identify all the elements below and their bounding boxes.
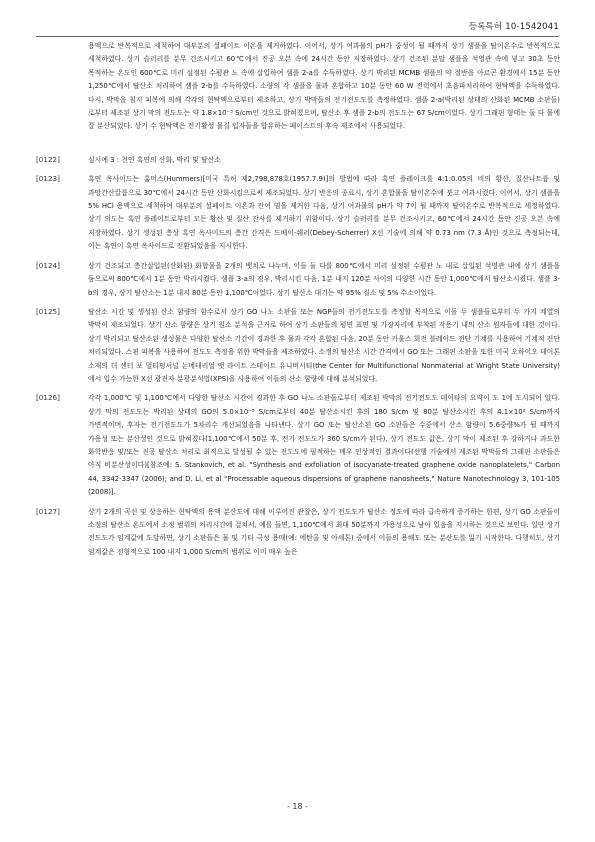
paragraph-text: 탈산소 시간 및 생성된 산소 함량의 함수로서 상기 GO 나노 소판들 또는 NGP들의 전기전도도를 측정할 목적으로 이들 두 샘플들로부터 두 가지 계열의 박막이 제조되었다. 상기 산소 함량은 상기 원소 분석을 근거로 하여 상기 소판들의 평면 표면 및 가장자리에 부착된 작용기 내의 산소 원자들에 대한 것이다. 상기 박리되고 탈산소된 생성물은 다양한 탈산소 기간이 경과한 후 물과 각각 혼합된 다음, 20분 동안 카울스 회전 블레이드 전단 기계를 사용하여 기계적 전단 처리되었다. 스핀 피복을 사용하여 전도도 측정을 위한 박막들을 제조하였다. 소정의 탈산소 시간 간격에서 GO 또는 그래핀 소판을 또한 미국 오하이오 데이톤 소재의 더 센터 포 멀티펑셔널 논메테리얼 앳 라이트 스테이트 유니버시티(the Center for Multifunctional Nonmaterial at Wright State University)에서 입수 가능한 X선 광전자 분광분석법(XPS)을 사용하여 이들의 산소 함량에 대해 분석되었다. bbox=[88, 307, 560, 383]
section-heading: 실시예 3 : 천연 흑연의 산화, 박리 및 탈산소 bbox=[88, 155, 221, 164]
document-body bbox=[36, 40, 560, 559]
paragraph-number: [0123] bbox=[36, 174, 60, 184]
paragraph-number bbox=[36, 40, 88, 134]
paragraph-number: [0124] bbox=[36, 260, 60, 270]
paragraph-text: 각각 1,000℃ 및 1,100℃에서 다양한 탈산소 시간이 경과한 후 GO 나노 소판들로부터 제조된 박막의 전기전도도 데이타의 요약이 도 1에 도시되어 있다. 상기 막의 전도도는 박리된 상태의 GO의 5.0×10⁻⁵ S/cm로부터 40분 탈산소시킨 후의 180 S/cm 및 80분 탈산소시킨 후의 4.1×10² S/cm까지 가변적이며, 후자는 전기전도도가 5차리수 개선되었음을 나타낸다. 상기 GO 또는 탈산소된 GO 소판들은 수중에서 산소 함량이 5.6중량%가 될 때까지 가용성 또는 분산성인 것으로 밝혀졌다(1,100℃에서 50분 후, 전기 전도도가 360 S/cm가 된다). 상기 전도도 값은, 상기 막이 제조된 후 강하거나 과도한 화학반응 및/또는 진공 탈산소 처리로 최적으로 달성될 수 있는 전도도에 필적하는 매우 인상적인 결과이다(선행 기술에서 제조된 박막들의 그래핀 소판들은 아직 비분산성이다)[참조예: S. Stankovich, et al. "Synthesis and exfoliation of isocyanate-treated graphene oxide nanoplatelets," Carbon 44, 3342-3347 (2006); and D. Li, et al "Processable aqueous dispersions of graphene nanosheets," Nature Nanotechnology 3, 101-105 (2008)]. bbox=[88, 394, 560, 497]
paragraph-0126 bbox=[36, 392, 560, 499]
paragraph-text: 상기 2개의 곡선 및 상응하는 현탁액의 용액 분산도에 대해 이루어진 관찰은, 상기 전도도가 탈산소 정도에 따라 급속하게 증가하는 한편, 상기 GO 소판들이 소정의 탈산소 온도에서 소정 범위의 처리시간에 걸쳐서, 예를 들면, 1,100℃에서 최대 50분까지 가용성으로 남아 있음을 지시하는 것으로 보인다. 일단 상기 전도도가 임계값에 도달하면, 상기 소판들은 물 및 기타 극성 용매(예: 에탄올 및 아세톤) 중에서 이들의 용해도 또는 분산도를 잃기 시작한다. 다행히도, 상기 임계값은 전형적으로 100 내지 1,000 S/cm의 범위로 이미 매우 높은 bbox=[88, 507, 560, 556]
paragraph-0127 bbox=[36, 506, 560, 560]
paragraph-number: [0122] bbox=[36, 154, 60, 164]
paragraph-0122 bbox=[36, 154, 560, 167]
page-number: - 18 - bbox=[286, 802, 309, 811]
paragraph-text: 상기 건조되고 층간삽입된(산화된) 화합물을 2개의 뱃치로 나누며, 이들 둘 다를 800℃에서 미리 설정된 수평관 노 내로 삽입된 석영관 내에 상기 샘플을 둠으로써 800℃에서 1분 동안 박리시켰다. 샘플 3-a의 경우, 박리시킨 다음, 1분 내지 120분 사이의 다양한 시간 동안 1,000℃에서 탈산소시켰다. 샘플 3-b의 경우, 상기 탈산소는 1분 내지 80분 동안 1,100℃이었다. 상기 탈산소 대기는 약 95% 질소 및 5% 수소이었다. bbox=[88, 261, 560, 297]
paragraph-number: [0127] bbox=[36, 506, 60, 516]
paragraph-number: [0125] bbox=[36, 306, 60, 316]
paragraph-0124 bbox=[36, 260, 560, 300]
paragraph-text: 흑연 옥사이드는 훔머스(Hummers)[미국 특허 제2,798,878호(1957.7.9)]의 방법에 따라 흑연 플레이크를 4:1:0.05의 비의 황산, 질산나트륨 및 과망간산칼륨으로 30℃에서 24시간 동안 산화시킴으로써 제조되었다. 상기 반응의 종료시, 상기 혼합물을 탈이온수에 붓고 여과시켰다. 이어서, 상기 샘플을 5% HCl 용액으로 세척하여 대부분의 설페이트 이온과 잔여 염을 제거한 다음, 상기 여과물의 pH가 약 7이 될 때까지 탈이온수로 반복적으로 세정하였다. 상기 의도는 흑연 플레이트로부터 모든 황산 및 질산 잔사를 제거하기 위함이다. 상기 슬러리를 분무 건조시키고, 60℃에서 24시간 동안 진공 오븐 속에 저장하였다. 상기 생성된 층상 흑연 옥사이드의 층간 간격은 드베이-쉐러(Debey-Scherrer) X선 기술에 의해 약 0.73 nm (7.3 Å)인 것으로 측정되는데, 이는 흑연이 흑연 옥사이드로 전환되었음을 지시한다. bbox=[88, 175, 560, 251]
patent-number: 등록특허 10-1542041 bbox=[468, 22, 559, 32]
intro-paragraph bbox=[36, 40, 560, 134]
header-rule bbox=[36, 36, 559, 37]
paragraph-number: [0126] bbox=[36, 393, 60, 403]
paragraph-text: 용액으로 반복적으로 세척하여 대부분의 설페이트 이온을 제거하였다. 이어서, 상기 여과물의 pH가 중성이 될 때까지 상기 샘플을 탈이온수로 반복적으로 세척하였다. 상기 슬러리를 분무 건조시키고 60℃에서 진공 오븐 속에 24시간 동안 저장하였다. 상기 건조된 분말 샘플을 석영관 속에 넣고 30초 동안 목적하는 온도인 600℃로 미리 설정된 수평관 노 속에 삽입하여 샘플 2-a를 수득하였다. 상기 박리된 MCMB 샘플의 약 절반을 아르곤 환경에서 15분 동안 1,250℃에서 탈산소 처리하여 샘플 2-b를 수득하였다. 소량의 각 샘플을 물과 혼합하고 10분 동안 60 W 전력에서 초음파처리하여 현탁액을 수득하였다. 다시, 박막을 침지 피복에 의해 각각의 현탁액으로부터 제조하고, 상기 박막들의 전기전도도를 측정하였다. 샘플 2-a(박리된 상태의 산화된 MCMB 소판들)로부터 제조된 상기 막의 전도도는 약 1.8×10⁻⁵ S/cm인 것으로 밝혀졌으며, 탈산소 후 샘플 2-b의 전도도는 67 S/cm이었다. 상기 그래핀 형태는 둘 다 물에 잘 분산되었다. 상기 수 현탁액은 전기활성 물질 입자들을 합유하는 페이스트의 후속 제조에서 사용되었다. bbox=[88, 42, 560, 131]
paragraph-0123 bbox=[36, 173, 560, 253]
paragraph-0125 bbox=[36, 306, 560, 386]
